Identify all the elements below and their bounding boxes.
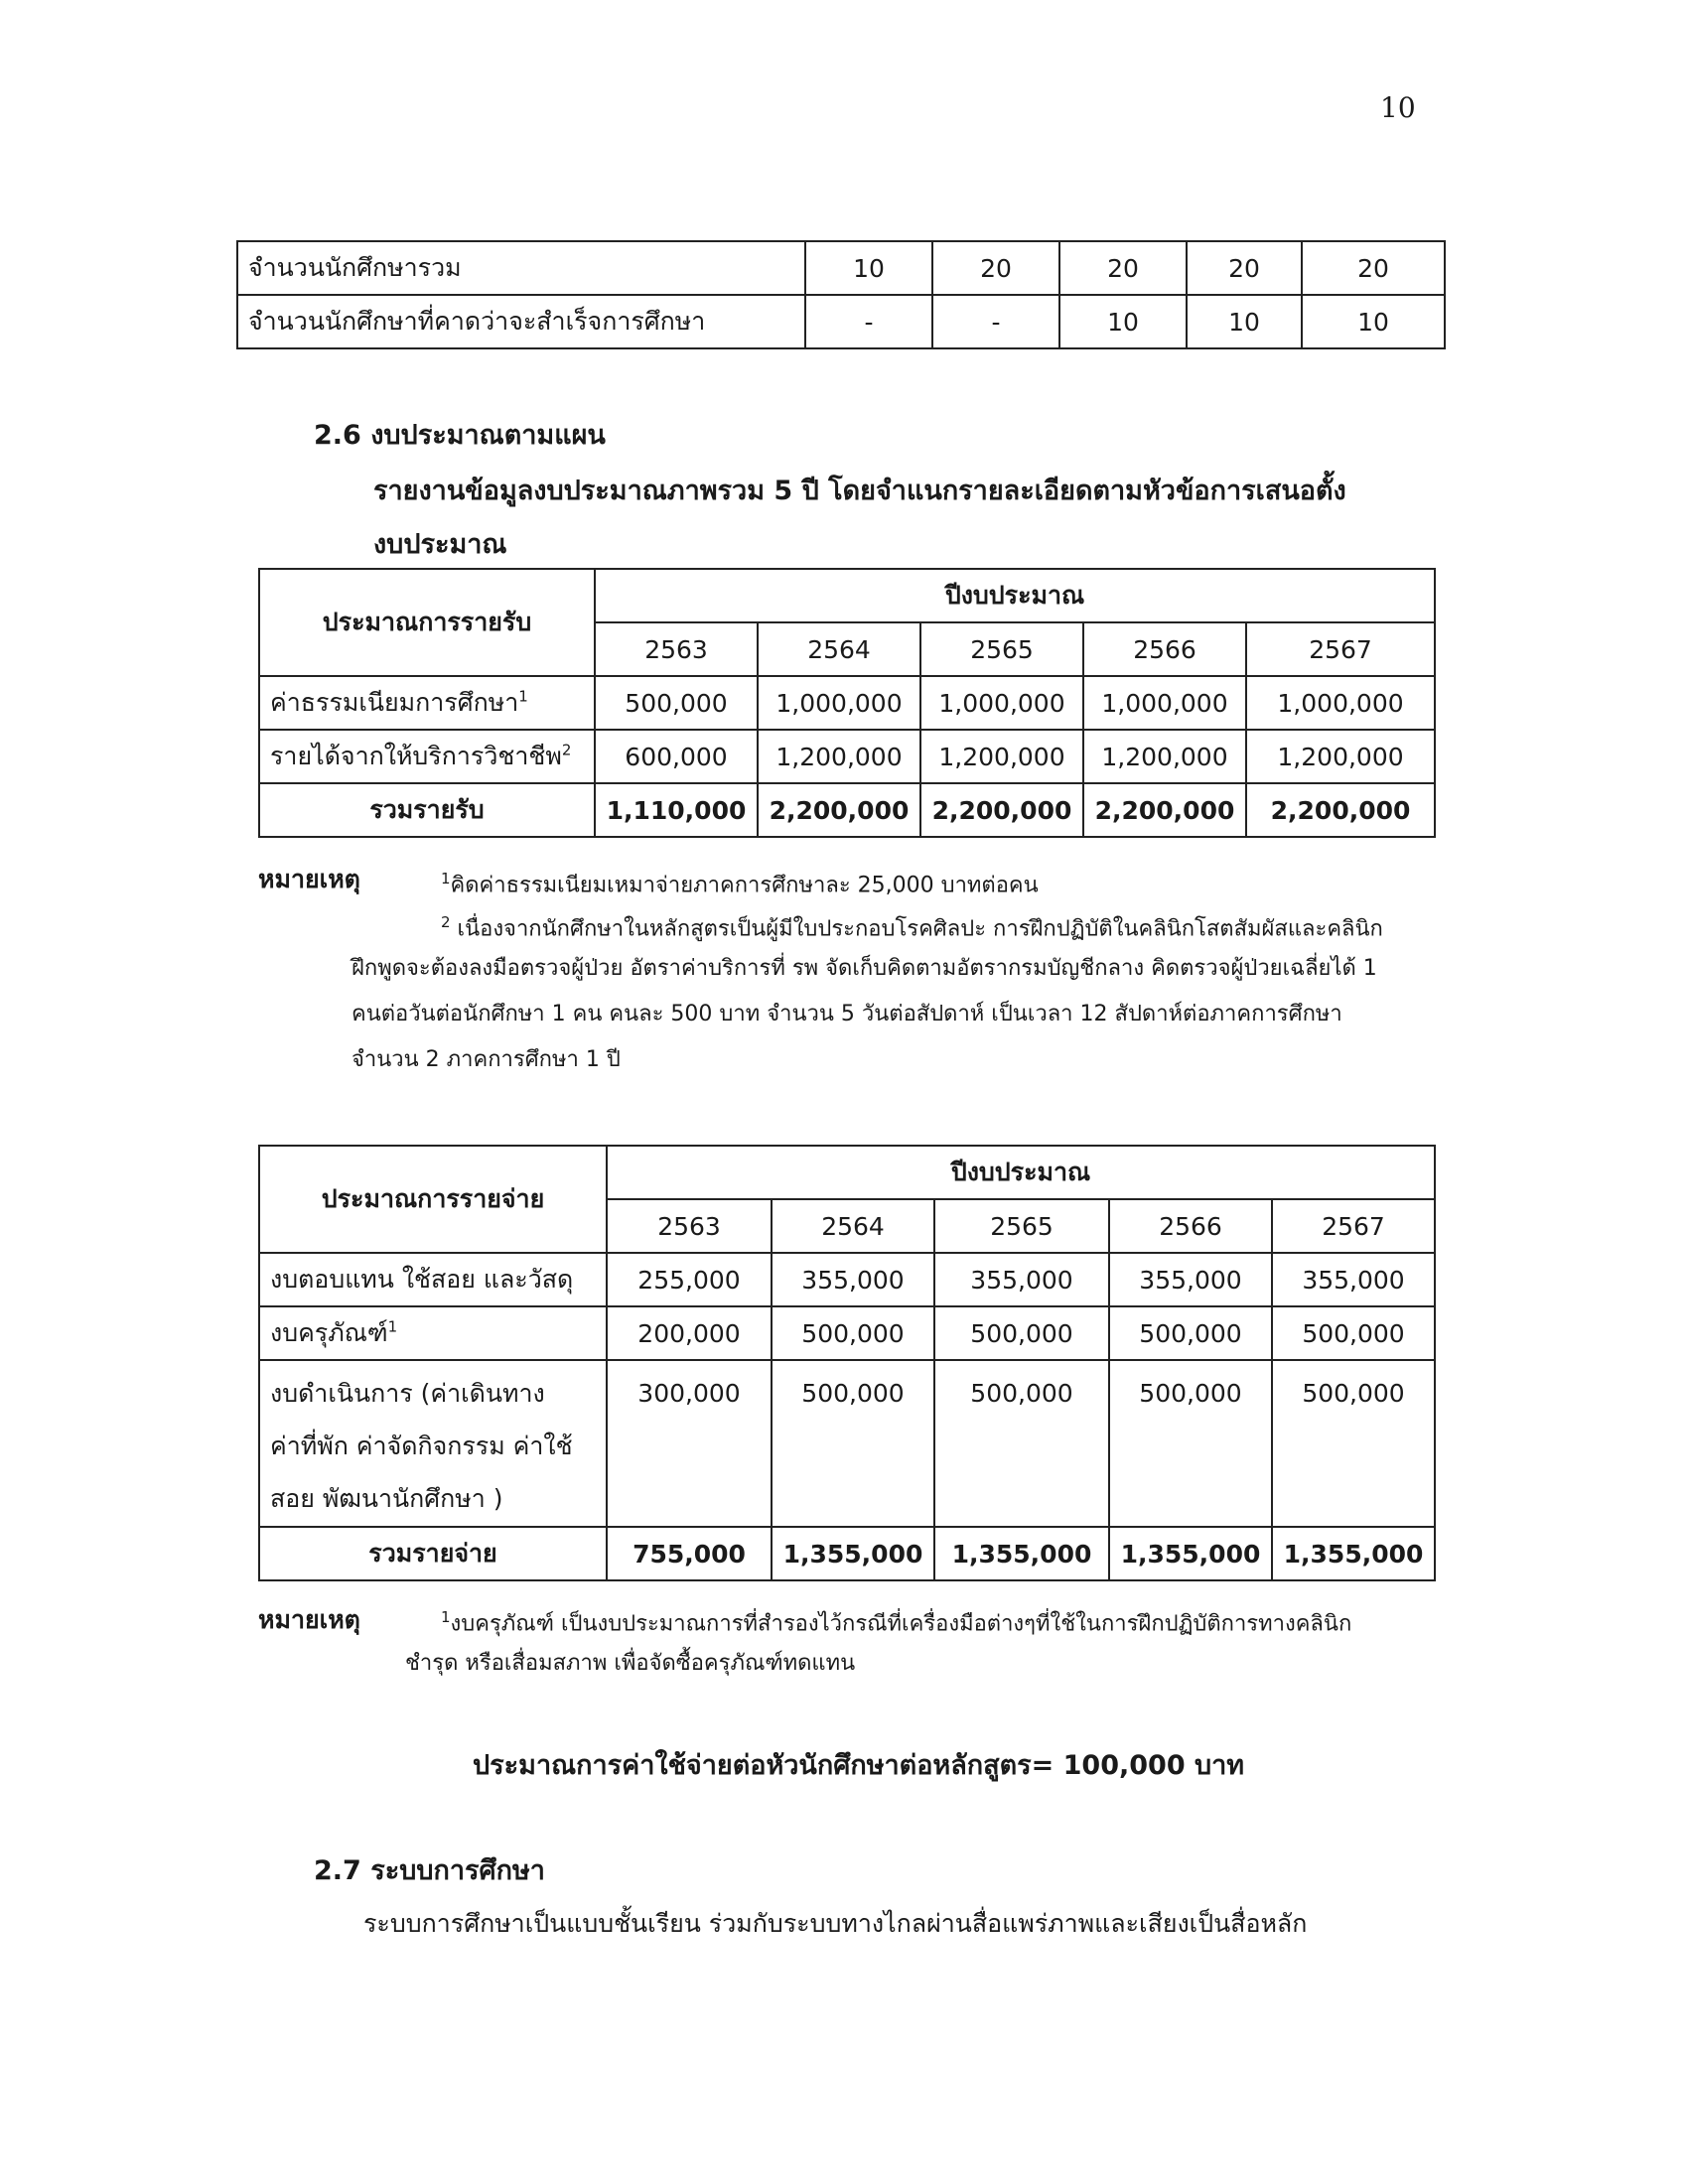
expense-year-header: 2567 [1272,1199,1435,1253]
table-row [259,1360,1435,1527]
income-total-label: รวมรายรับ [259,783,595,837]
expense-note-1-line2: ชำรุด หรือเสื่อมสภาพ เพื่อจัดซื้อครุภัณฑ์ทดแทน [405,1651,856,1676]
income-row-label-text: รายได้จากให้บริการวิชาชีพ [270,742,562,770]
income-cell: 1,000,000 [1246,676,1435,730]
expense-header-label: ประมาณการรายจ่าย [259,1146,607,1253]
income-header-group: ปีงบประมาณ [595,569,1435,622]
income-cell: 1,200,000 [920,730,1083,783]
expense-notes-label: หมายเหตุ [258,1605,360,1634]
expense-cell: 300,000 [607,1360,772,1527]
income-note-2-line2: ฝึกพูดจะต้องลงมือตรวจผู้ป่วย อัตราค่าบริการที่ รพ จัดเก็บคิดตามอัตรากรมบัญชีกลาง คิดตรวจผู้ป่วยเฉลี่ยได้ 1 [352,956,1377,981]
income-year-header: 2564 [758,622,920,676]
expense-year-header: 2564 [772,1199,934,1253]
income-total-cell: 1,110,000 [595,783,758,837]
income-row-label-text: ค่าธรรมเนียมการศึกษา [270,688,519,717]
expense-header-group: ปีงบประมาณ [607,1146,1435,1199]
expense-cell: 200,000 [607,1306,772,1360]
footnote-marker: 1 [441,870,451,887]
income-cell: 1,000,000 [758,676,920,730]
table-header-row [259,1146,1435,1199]
expense-row-label [259,1306,607,1360]
income-year-header: 2566 [1083,622,1246,676]
income-year-header: 2567 [1246,622,1435,676]
expense-cell: 355,000 [772,1253,934,1306]
table-total-row [259,783,1435,837]
income-notes-label: หมายเหตุ [258,865,360,893]
footnote-marker: 1 [518,687,528,706]
income-header-label: ประมาณการรายรับ [259,569,595,676]
enrollment-row-label: จำนวนนักศึกษาที่คาดว่าจะสำเร็จการศึกษา [237,295,805,348]
table-row [237,295,1445,348]
expense-year-header: 2566 [1109,1199,1272,1253]
enrollment-cell: - [932,295,1059,348]
expense-row-label-line: ค่าที่พัก ค่าจัดกิจกรรม ค่าใช้ [270,1432,573,1460]
table-total-row [259,1527,1435,1580]
income-cell: 1,200,000 [1083,730,1246,783]
income-year-header: 2565 [920,622,1083,676]
expense-row-label-text: งบครุภัณฑ์ [270,1318,388,1347]
income-cell: 600,000 [595,730,758,783]
income-cell: 500,000 [595,676,758,730]
income-total-cell: 2,200,000 [1246,783,1435,837]
table-row [259,1253,1435,1306]
expense-total-cell: 1,355,000 [772,1527,934,1580]
expense-cell: 500,000 [934,1360,1109,1527]
income-cell: 1,000,000 [920,676,1083,730]
footnote-marker: 1 [441,1608,451,1626]
footnote-marker: 1 [387,1317,398,1336]
expense-cell: 355,000 [934,1253,1109,1306]
expense-cell: 500,000 [1109,1360,1272,1527]
expense-total-cell: 1,355,000 [1109,1527,1272,1580]
income-table [258,568,1436,838]
section-2-6-subheading-line1: รายงานข้อมูลงบประมาณภาพรวม 5 ปี โดยจำแนกรายละเอียดตามหัวข้อการเสนอตั้ง [373,476,1346,506]
page-number: 10 [1380,91,1416,124]
expense-cell: 500,000 [1272,1360,1435,1527]
income-note-1-text: คิดค่าธรรมเนียมเหมาจ่ายภาคการศึกษาละ 25,000 บาทต่อคน [450,873,1039,898]
income-note-2-line4: จำนวน 2 ภาคการศึกษา 1 ปี [352,1047,621,1072]
income-total-cell: 2,200,000 [758,783,920,837]
footnote-marker: 2 [441,913,451,931]
expense-cell: 355,000 [1109,1253,1272,1306]
expense-row-label-line: งบดำเนินการ (ค่าเดินทาง [270,1379,545,1408]
income-year-header: 2563 [595,622,758,676]
income-note-2-line1-text: เนื่องจากนักศึกษาในหลักสูตรเป็นผู้มีใบประกอบโรคศิลปะ การฝึกปฏิบัติในคลินิกโสตสัมผัสและคลินิก [457,916,1383,942]
expense-total-cell: 1,355,000 [934,1527,1109,1580]
table-row [259,730,1435,783]
enrollment-cell: 20 [1187,241,1302,295]
section-2-6-heading: 2.6 งบประมาณตามแผน [314,420,606,451]
income-cell: 1,200,000 [758,730,920,783]
section-2-7-heading: 2.7 ระบบการศึกษา [314,1855,545,1886]
expense-cell: 500,000 [934,1306,1109,1360]
enrollment-cell: 20 [932,241,1059,295]
income-total-cell: 2,200,000 [1083,783,1246,837]
table-row [259,676,1435,730]
enrollment-row-label: จำนวนนักศึกษารวม [237,241,805,295]
income-total-cell: 2,200,000 [920,783,1083,837]
income-cell: 1,200,000 [1246,730,1435,783]
enrollment-cell: 10 [805,241,932,295]
expense-cell: 500,000 [1109,1306,1272,1360]
section-2-7-body: ระบบการศึกษาเป็นแบบชั้นเรียน ร่วมกับระบบทางไกลผ่านสื่อแพร่ภาพและเสียงเป็นสื่อหลัก [363,1909,1308,1938]
expense-total-cell: 1,355,000 [1272,1527,1435,1580]
expense-row-label-line: สอย พัฒนานักศึกษา ) [270,1484,503,1513]
enrollment-cell: 20 [1059,241,1187,295]
table-header-row [259,569,1435,622]
footnote-marker: 2 [561,741,572,759]
expense-cell: 255,000 [607,1253,772,1306]
enrollment-cell: 10 [1059,295,1187,348]
expense-row-label: งบตอบแทน ใช้สอย และวัสดุ [259,1253,607,1306]
table-row [237,241,1445,295]
income-cell: 1,000,000 [1083,676,1246,730]
enrollment-cell: - [805,295,932,348]
income-row-label [259,730,595,783]
enrollment-cell: 10 [1187,295,1302,348]
expense-total-label: รวมรายจ่าย [259,1527,607,1580]
enrollment-table [236,240,1446,349]
enrollment-cell: 20 [1302,241,1445,295]
expense-year-header: 2563 [607,1199,772,1253]
expense-year-header: 2565 [934,1199,1109,1253]
expense-total-cell: 755,000 [607,1527,772,1580]
section-2-6-subheading-line2: งบประมาณ [373,529,507,560]
income-row-label [259,676,595,730]
expense-row-label [259,1360,607,1527]
expense-cell: 500,000 [772,1360,934,1527]
table-row [259,1306,1435,1360]
enrollment-cell: 10 [1302,295,1445,348]
expense-cell: 500,000 [1272,1306,1435,1360]
expense-cell: 355,000 [1272,1253,1435,1306]
income-note-2-line3: คนต่อวันต่อนักศึกษา 1 คน คนละ 500 บาท จำนวน 5 วันต่อสัปดาห์ เป็นเวลา 12 สัปดาห์ต่อภาคการศึกษา [352,1002,1342,1026]
cost-per-head: ประมาณการค่าใช้จ่ายต่อหัวนักศึกษาต่อหลักสูตร= 100,000 บาท [473,1750,1245,1781]
expense-table [258,1145,1436,1581]
expense-note-1-line1-text: งบครุภัณฑ์ เป็นงบประมาณการที่สำรองไว้กรณีที่เครื่องมือต่างๆที่ใช้ในการฝึกปฏิบัติการทางคลินิก [450,1611,1352,1637]
expense-cell: 500,000 [772,1306,934,1360]
